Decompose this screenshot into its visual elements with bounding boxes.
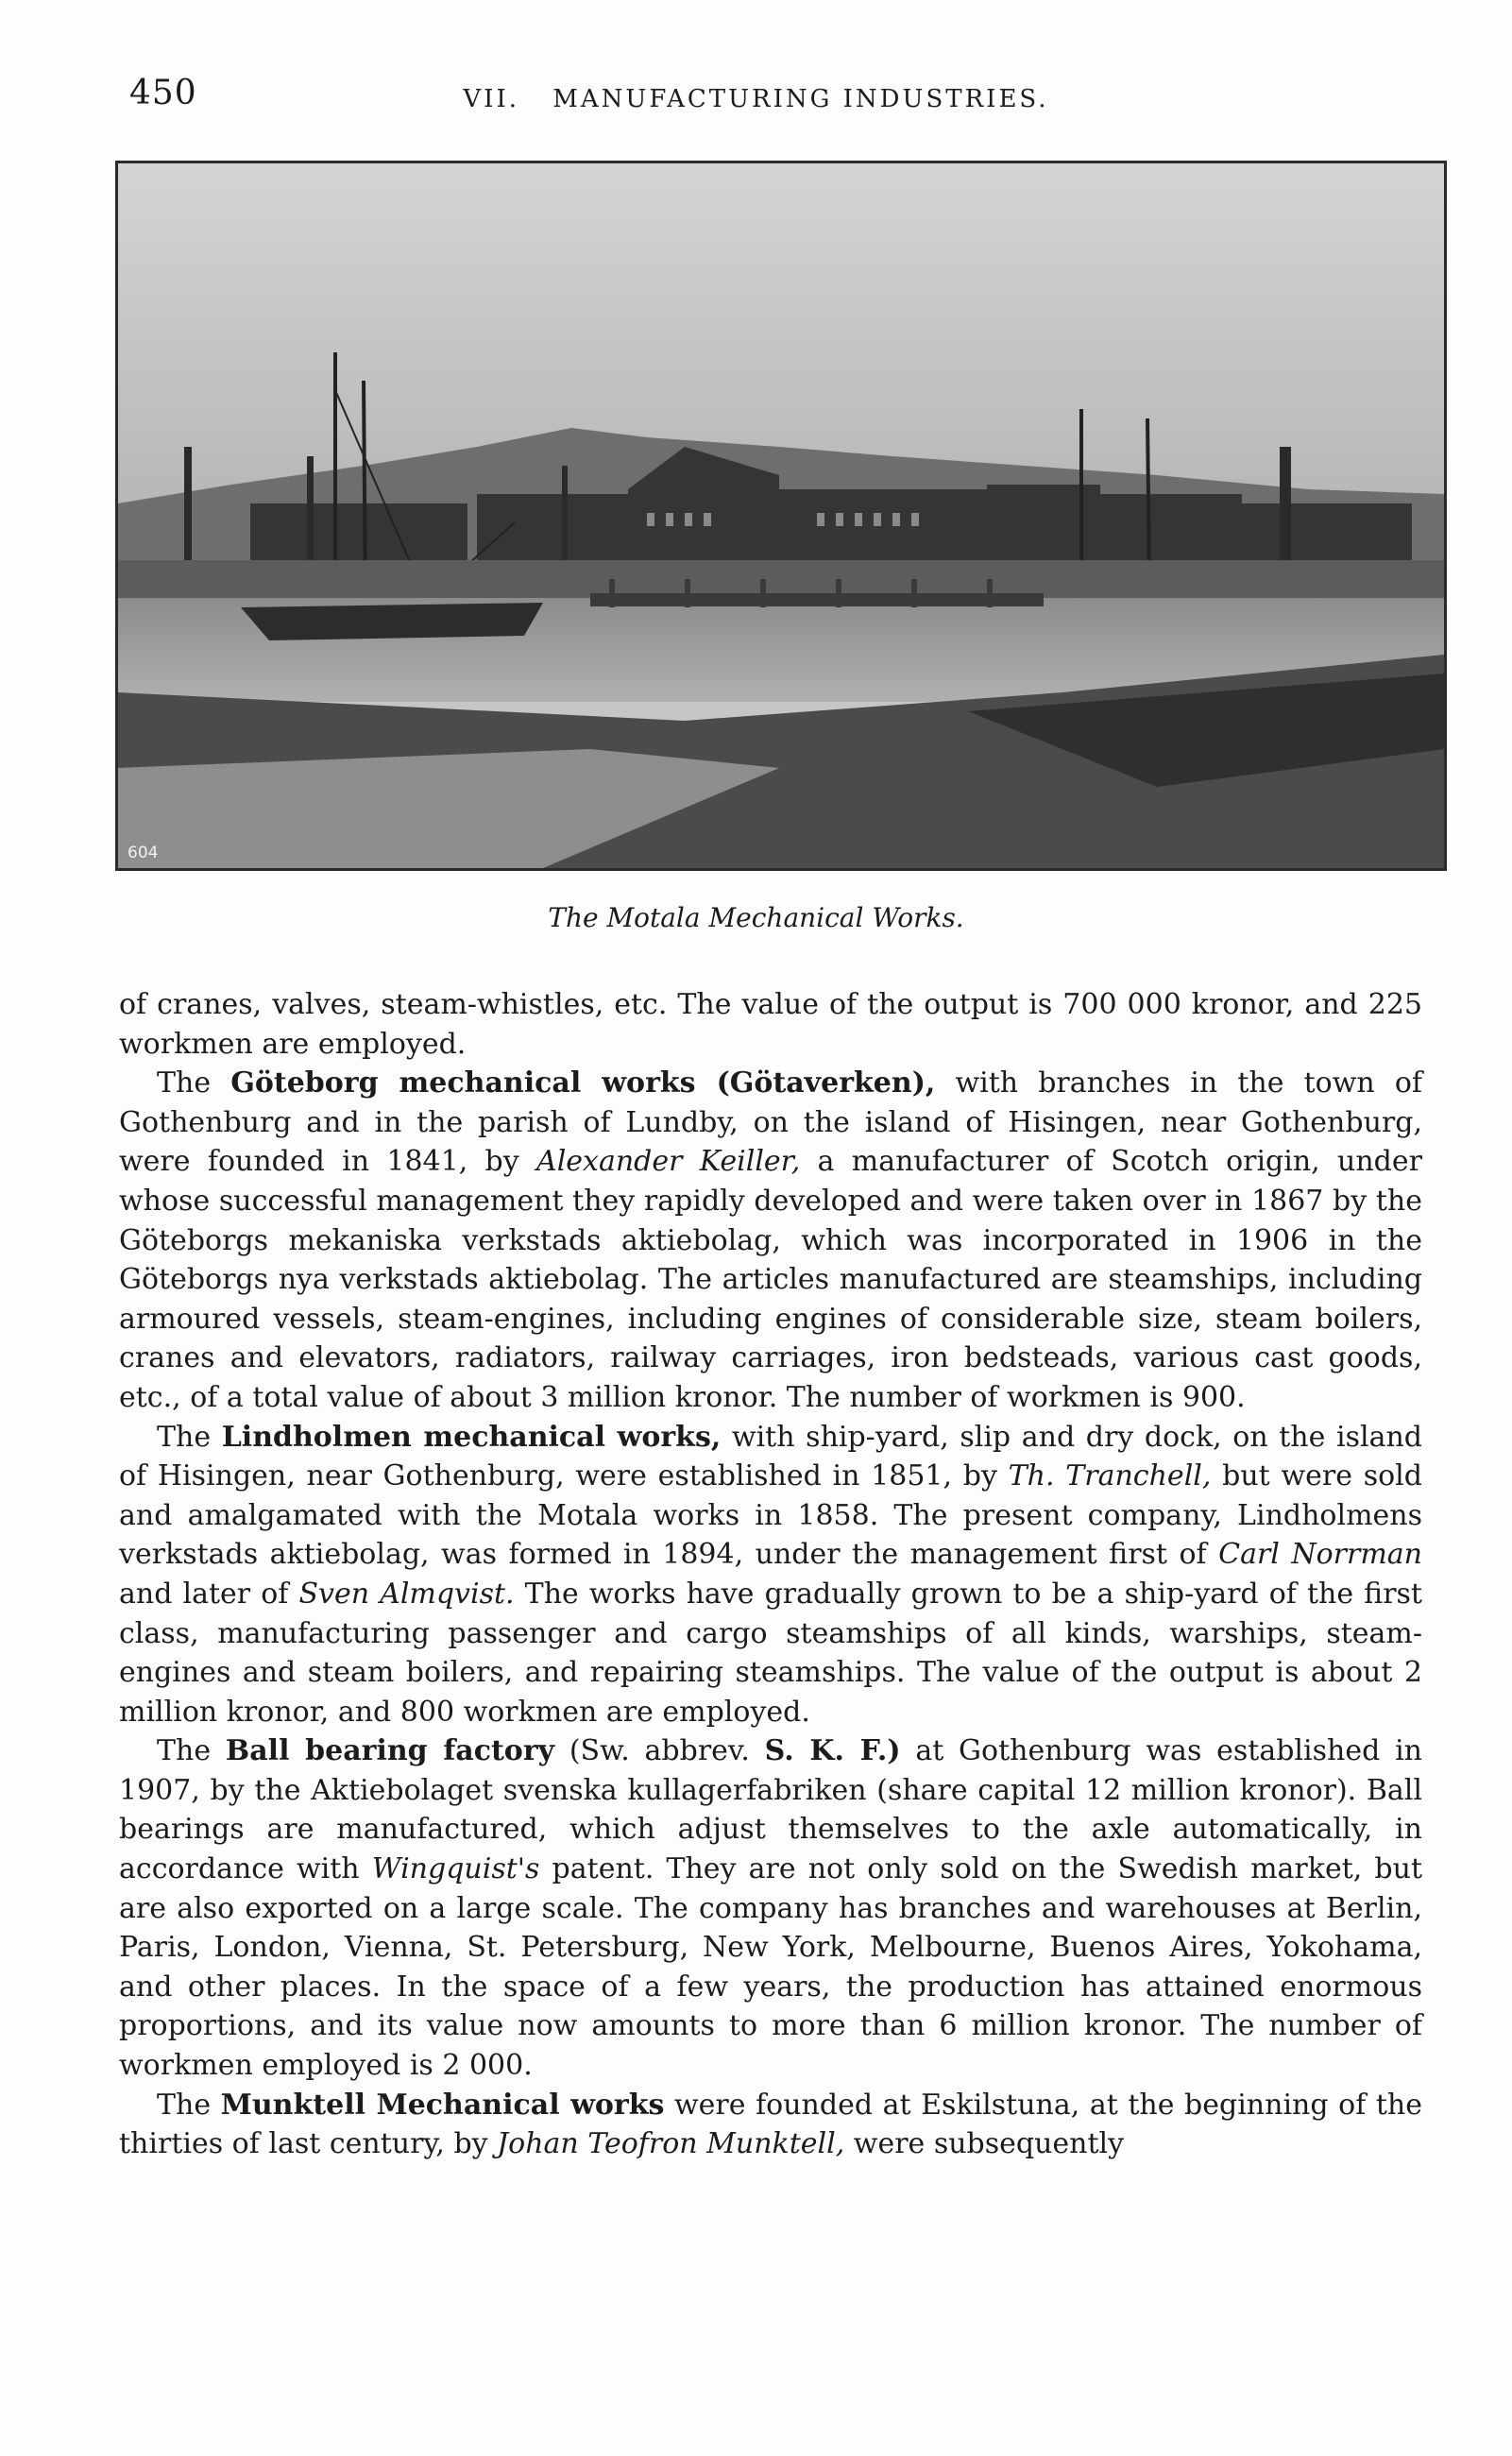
text-run: The xyxy=(157,1420,222,1454)
text-run: (Sw. abbrev. xyxy=(554,1734,765,1768)
paragraph-continuation xyxy=(119,985,1422,1064)
company-name: Munktell Mechanical works xyxy=(220,2088,665,2122)
paragraph-goteborg xyxy=(119,1064,1422,1417)
text-run: with ship-yard, slip and dry dock, on the island of Hisingen, near Gothenburg, were established in 1851, by xyxy=(119,1420,1422,1493)
body-text xyxy=(119,985,1422,2164)
person-name: Carl Norrman xyxy=(1218,1538,1423,1572)
text-run: with branches in the town of Gothenburg and in the parish of Lundby, on the island of Hisingen, near Gothenburg, were founded in 1841, by xyxy=(119,1066,1422,1179)
quay xyxy=(118,560,1444,598)
text-run: The works have gradually grown to be a ship-yard of the first class, manufacturing passenger and cargo steamships of all kinds, warships, steam-engines and steam boilers, and repairing steamships. The value of the output is about 2 million kronor, and 800 workmen are employed. xyxy=(119,1577,1422,1729)
paragraph-munktell xyxy=(119,2086,1422,2164)
text-run: The xyxy=(157,1734,226,1768)
figure-caption: The Motala Mechanical Works. xyxy=(548,902,964,933)
text-run: were subsequently xyxy=(844,2127,1125,2161)
text-run: at Gothenburg was established in 1907, by the Aktiebolaget svenska kullagerfabriken (share capital 12 million kronor). Ball bearings are manufactured, which adjust themselves to the axle automatically, in accordance with xyxy=(119,1734,1422,1886)
company-name: Göteborg mechanical works (Götaverken), xyxy=(230,1066,936,1100)
text-run: but were sold and amalgamated with the Motala works in 1858. The present company, Lindholmens verkstads aktiebolag, was formed in 1894, under the management first of xyxy=(119,1459,1422,1572)
paragraph-ball-bearing xyxy=(119,1731,1422,2085)
plate-number: 604 xyxy=(127,844,159,862)
photo-illustration xyxy=(118,163,1444,868)
text-run: The xyxy=(157,1066,231,1100)
text-run: were founded at Eskilstuna, at the beginning of the thirties of last century, by xyxy=(119,2088,1422,2161)
person-name: Wingquist's xyxy=(371,1852,540,1886)
person-name: Alexander Keiller, xyxy=(536,1145,801,1179)
company-name: Lindholmen mechanical works, xyxy=(221,1420,722,1454)
chapter-title: MANUFACTURING INDUSTRIES. xyxy=(552,85,1049,113)
person-name: Sven Almqvist. xyxy=(298,1577,515,1611)
text-run: of cranes, valves, steam-whistles, etc. The value of the output is 700 000 kronor, and 225 workmen are employed. xyxy=(119,988,1422,1061)
text-run: and later of xyxy=(119,1577,299,1611)
page-number: 450 xyxy=(129,74,197,112)
text-run: The xyxy=(157,2088,221,2122)
schooner-hull xyxy=(241,603,543,640)
company-name: Ball bearing factory xyxy=(225,1734,555,1768)
text-run: patent. They are not only sold on the Swedish market, but are also exported on a large scale. The company has branches and warehouses at Berlin, Paris, London, Vienna, St. Petersburg, New York, Melbourne, Buenos Aires, Yokohama, and other places. In the space of a few years, the production has attained enormous proportions, and its value now amounts to more than 6 million kronor. The number of workmen employed is 2 000. xyxy=(119,1852,1422,2083)
chapter-number: VII. xyxy=(463,85,519,113)
running-head xyxy=(0,85,1512,113)
factory-photograph xyxy=(115,161,1447,871)
text-run: a manufacturer of Scotch origin, under whose successful management they rapidly developed and were taken over in 1867 by the Göteborgs mekaniska verkstads aktiebolag, which was incorporated in 1906 in the Göteborgs nya verkstads aktiebolag. The articles manufactured are steamships, including armoured vessels, steam-engines, including engines of considerable size, steam boilers, cranes and elevators, radiators, railway carriages, iron bedsteads, various cast goods, etc., of a total value of about 3 million kronor. The number of workmen is 900. xyxy=(119,1145,1422,1414)
person-name: Johan Teofron Munktell, xyxy=(497,2127,845,2161)
person-name: Th. Tranchell, xyxy=(1008,1459,1212,1493)
paragraph-lindholmen xyxy=(119,1418,1422,1732)
company-abbreviation: S. K. F.) xyxy=(764,1734,901,1768)
